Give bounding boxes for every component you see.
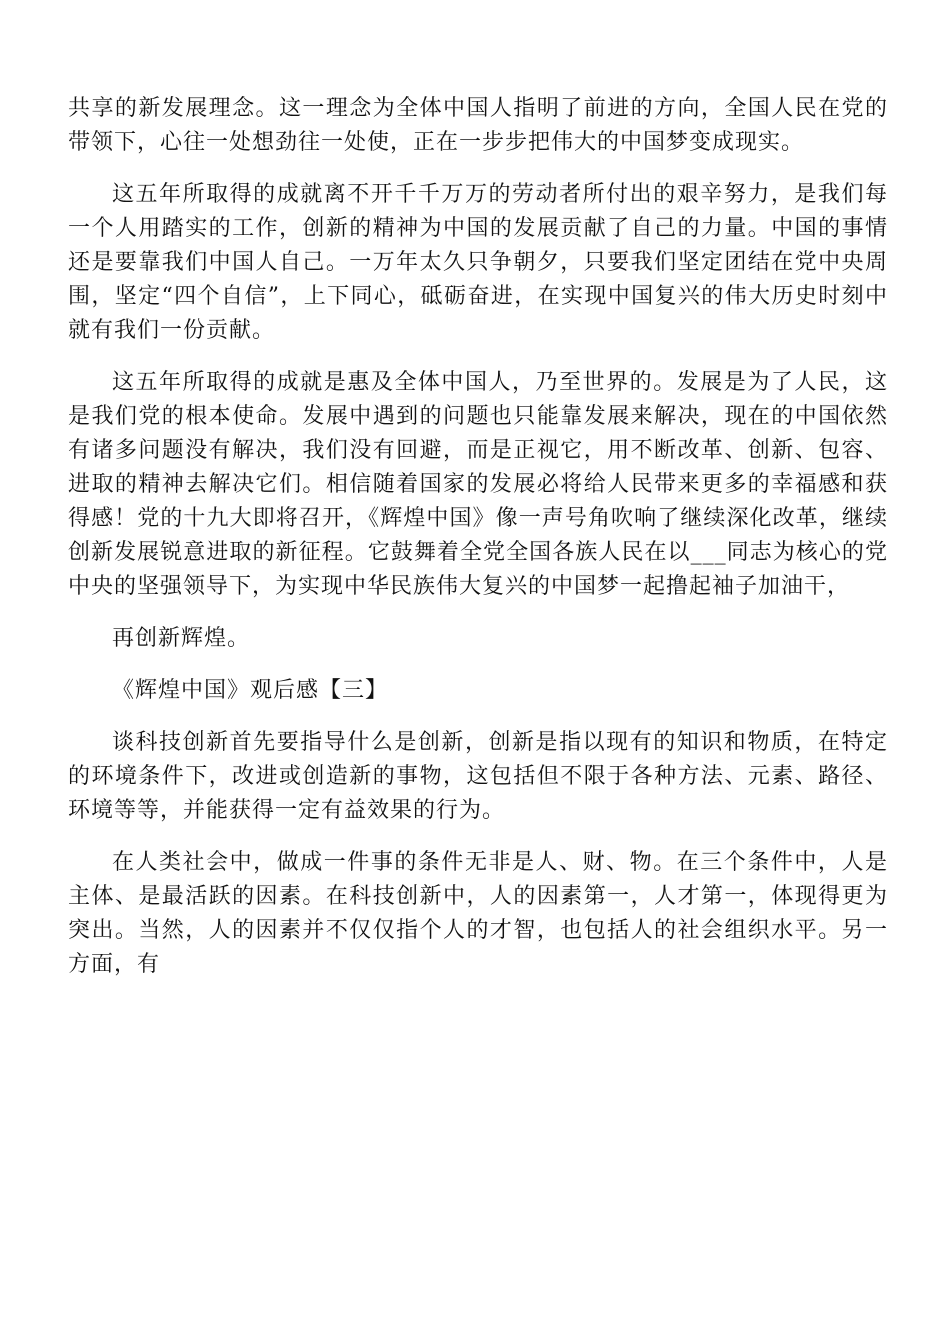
paragraph-4: 再创新辉煌。	[112, 626, 251, 651]
paragraph-2: 这五年所取得的成就离不开千千万万的劳动者所付出的艰辛努力，是我们每一个人用踏实的工作，创新的精神为中国的发展贡献了自己的力量。中国的事情还是要靠我们中国人自己。一万年太久只争朝夕，只要我们坚定团结在党中央周围，坚定“四个自信”，上下同心，砥砺奋进，在实现中国复兴的伟大历史时刻中就有我们一份贡献。	[68, 182, 888, 343]
section-heading: 《辉煌中国》观后感【三】	[112, 678, 389, 703]
paragraph-3: 这五年所取得的成就是惠及全体中国人，乃至世界的。发展是为了人民，这是我们党的根本使命。发展中遇到的问题也只能靠发展来解决，现在的中国依然有诸多问题没有解决，我们没有回避，而是正视它，用不断改革、创新、包容、进取的精神去解决它们。相信随着国家的发展必将给人民带来更多的幸福感和获得感！党的十九大即将召开，《辉煌中国》像一声号角吹响了继续深化改革，继续创新发展锐意进取的新征程。它鼓舞着全党全国各族人民在以___同志为核心的党中央的坚强领导下，为实现中华民族伟大复兴的中国梦一起撸起袖子加油干，	[68, 370, 888, 599]
paragraph-6: 在人类社会中，做成一件事的条件无非是人、财、物。在三个条件中，人是主体、是最活跃的因素。在科技创新中，人的因素第一，人才第一，体现得更为突出。当然，人的因素并不仅仅指个人的才智，也包括人的社会组织水平。另一方面，有	[68, 850, 888, 977]
paragraph-5: 谈科技创新首先要指导什么是创新，创新是指以现有的知识和物质，在特定的环境条件下，改进或创造新的事物，这包括但不限于各种方法、元素、路径、环境等等，并能获得一定有益效果的行为。	[68, 730, 888, 823]
document-body	[68, 92, 888, 1000]
paragraph-1: 共享的新发展理念。这一理念为全体中国人指明了前进的方向，全国人民在党的带领下，心往一处想劲往一处使，正在一步步把伟大的中国梦变成现实。	[68, 96, 888, 155]
